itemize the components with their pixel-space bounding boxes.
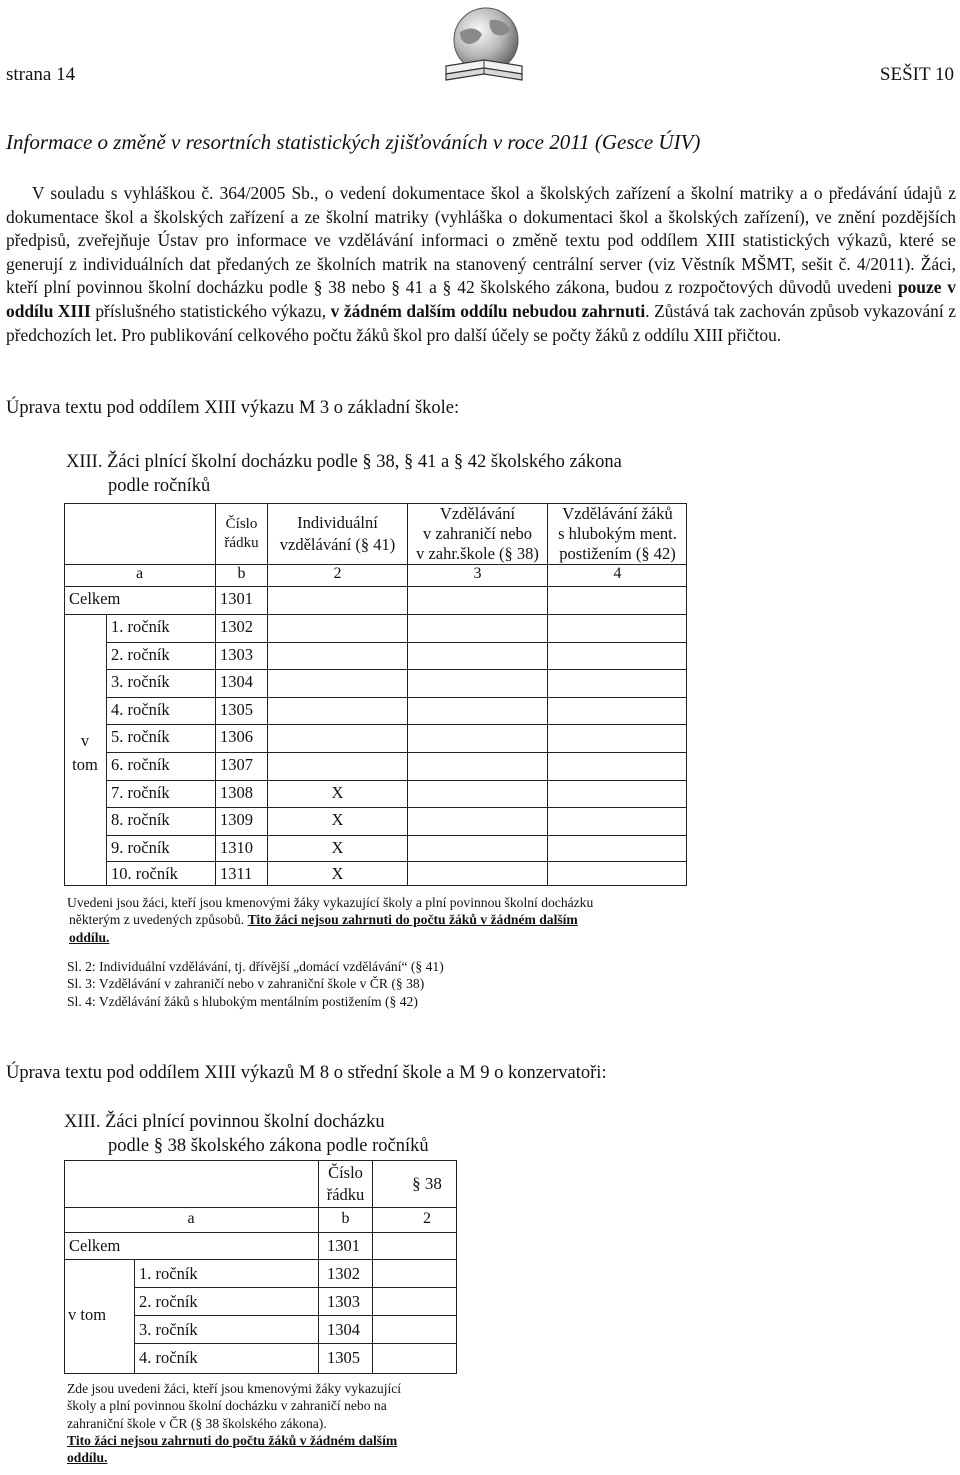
page-number: strana 14 [6, 64, 76, 85]
section1-total-row-number: 1301 [220, 589, 253, 608]
section1-col-letter: a [135, 565, 144, 582]
grade-label: 3. ročník [139, 1320, 198, 1339]
note-bold: Tito žáci nejsou zahrnuti do počtu žáků v žádném dalším [67, 1432, 398, 1448]
grade-label: 1. ročník [111, 617, 170, 636]
grade-label: 8. ročník [111, 810, 170, 829]
side-text: tom [72, 755, 98, 774]
side-text: v [80, 731, 90, 750]
grade-label: 10. ročník [111, 864, 178, 883]
section2-total-label: Celkem [69, 1236, 121, 1255]
header-text: Číslo [328, 1163, 363, 1182]
legend-line: Sl. 4: Vzdělávání žáků s hlubokým mentálním postižením (§ 42) [67, 993, 418, 1009]
grade-label: 5. ročník [111, 727, 170, 746]
header-text: řádku [326, 1185, 365, 1204]
issue-label: SEŠIT 10 [879, 64, 954, 85]
header-text: vzdělávání (§ 41) [279, 535, 396, 554]
row-number: 1304 [327, 1320, 360, 1339]
row-number: 1302 [220, 617, 253, 636]
section2-side-label: v tom [68, 1305, 107, 1324]
section1-col-letter: 3 [473, 565, 482, 582]
cell-individual: X [331, 864, 344, 883]
note-line: Zde jsou uvedeni žáci, kteří jsou kmenovými žáky vykazující [67, 1381, 402, 1396]
note-bold: oddílu. [67, 1450, 108, 1466]
row-number: 1304 [220, 672, 253, 691]
section1-table-subtitle: podle ročníků [108, 476, 211, 496]
section1-col-letter: 2 [333, 565, 342, 582]
row-number: 1308 [220, 783, 253, 802]
note-line-text: některým z uvedených způsobů. [69, 912, 245, 928]
legend-line: Sl. 3: Vzdělávání v zahraničí nebo v zahraniční škole v ČR (§ 38) [67, 976, 425, 992]
section2-table-title: XIII. Žáci plnící povinnou školní docházku [64, 1112, 385, 1132]
row-number: 1303 [220, 645, 253, 664]
grade-label: 1. ročník [139, 1264, 198, 1283]
section1-col-letter: 4 [613, 565, 622, 582]
section1-col-letter: b [237, 565, 246, 582]
grade-label: 2. ročník [111, 645, 170, 664]
grade-label: 9. ročník [111, 838, 170, 857]
header-text: s hlubokým ment. [558, 524, 677, 543]
row-number: 1309 [220, 810, 253, 829]
section2-col-letter: b [341, 1210, 350, 1227]
document-title: Informace o změně v resortních statistických zjišťováních v roce 2011 (Gesce ÚIV) [6, 130, 701, 154]
header-text: postižením (§ 42) [559, 544, 676, 563]
row-number: 1310 [220, 838, 253, 857]
note-line: zahraniční škole v ČR (§ 38 školského zákona). [67, 1415, 327, 1431]
section2-table-subtitle: podle § 38 školského zákona podle ročníků [108, 1136, 429, 1156]
note-bold: Tito žáci nejsou zahrnuti do počtu žáků v žádném dalším [247, 912, 578, 928]
section2-col-letter: a [187, 1210, 195, 1227]
note-line: školy a plní povinnou školní docházku v zahraničí nebo na [67, 1398, 387, 1414]
row-number: 1311 [220, 864, 253, 883]
section2-header-row-number [319, 1162, 372, 1206]
row-number: 1305 [220, 700, 253, 719]
header-text: Vzdělávání žáků [562, 504, 673, 523]
grade-label: 6. ročník [111, 755, 170, 774]
cell-individual: X [331, 838, 344, 857]
grade-label: 2. ročník [139, 1292, 198, 1311]
row-number: 1302 [327, 1264, 360, 1283]
section2-header-col2: § 38 [412, 1174, 442, 1193]
grade-label: 3. ročník [111, 672, 170, 691]
section1-total-label: Celkem [69, 589, 121, 608]
row-number: 1307 [220, 755, 253, 774]
row-number: 1303 [327, 1292, 360, 1311]
intro-text-2: příslušného statistického výkazu, [95, 300, 327, 321]
intro-text-3: . Zůstává tak zachován způsob vykazování z předchozích let. Pro publikování celkového počtu žáků škol pro další účely se počty žáků z oddílu XIII přičtou. [6, 300, 956, 345]
legend-line: Sl. 2: Individuální vzdělávání, tj. dřívější „domácí vzdělávání“ (§ 41) [67, 959, 444, 974]
header-text: řádku [224, 535, 259, 551]
header-text: Individuální [297, 513, 378, 532]
grade-label: 7. ročník [111, 783, 170, 802]
section2-total-row-number: 1301 [327, 1236, 360, 1255]
section1-table-title: XIII. Žáci plnící školní docházku podle § 38, § 41 a § 42 školského zákona [66, 452, 622, 472]
row-number: 1306 [220, 727, 253, 746]
intro-text-1: V souladu s vyhláškou č. 364/2005 Sb., o vedení dokumentace škol a školských zařízení a školní matriky a o předávání údajů z dokumentace škol a školských zařízení a ze školní matriky (vyhláška o dokumentaci škol a školských zařízení), ve znění pozdějších předpisů, zveřejňuje Ústav pro informace ve vzdělávání informaci o změně textu pod oddílem XIII statistických výkazů, které se generují z individuálních dat předaných ze školních matrik na stanovený centrální server (viz Věstník MŠMT, sešit č. 4/2011). Žáci, kteří plní povinnou školní docházku podle § 38 nebo § 41 a § 42 školského zákona, budou z rozpočtových důvodů uvedeni [6, 183, 956, 298]
intro-bold-2: v žádném dalším oddílu nebudou zahrnuti [330, 300, 646, 321]
note-bold: oddílu. [69, 929, 110, 945]
section2-note [67, 1380, 401, 1466]
cell-individual: X [331, 810, 344, 829]
header-text: v zahraničí nebo [422, 524, 533, 543]
section1-heading: Úprava textu pod oddílem XIII výkazu M 3 o základní škole: [6, 398, 460, 418]
intro-bold-1: pouze v oddílu XIII [6, 277, 956, 321]
header-text: Číslo [225, 516, 258, 532]
note-line: Uvedeni jsou žáci, kteří jsou kmenovými žáky vykazující školy a plní povinnou školní docházku [67, 895, 594, 910]
row-number: 1305 [327, 1348, 360, 1367]
header-text: v zahr.škole (§ 38) [416, 544, 539, 563]
grade-label: 4. ročník [139, 1348, 198, 1367]
grade-label: 4. ročník [111, 700, 170, 719]
section2-col-letter: 2 [423, 1210, 431, 1227]
header-text: Vzdělávání [439, 504, 516, 523]
cell-individual: X [331, 783, 344, 802]
section2-heading: Úprava textu pod oddílem XIII výkazů M 8 o střední škole a M 9 o konzervatoři: [6, 1063, 607, 1083]
